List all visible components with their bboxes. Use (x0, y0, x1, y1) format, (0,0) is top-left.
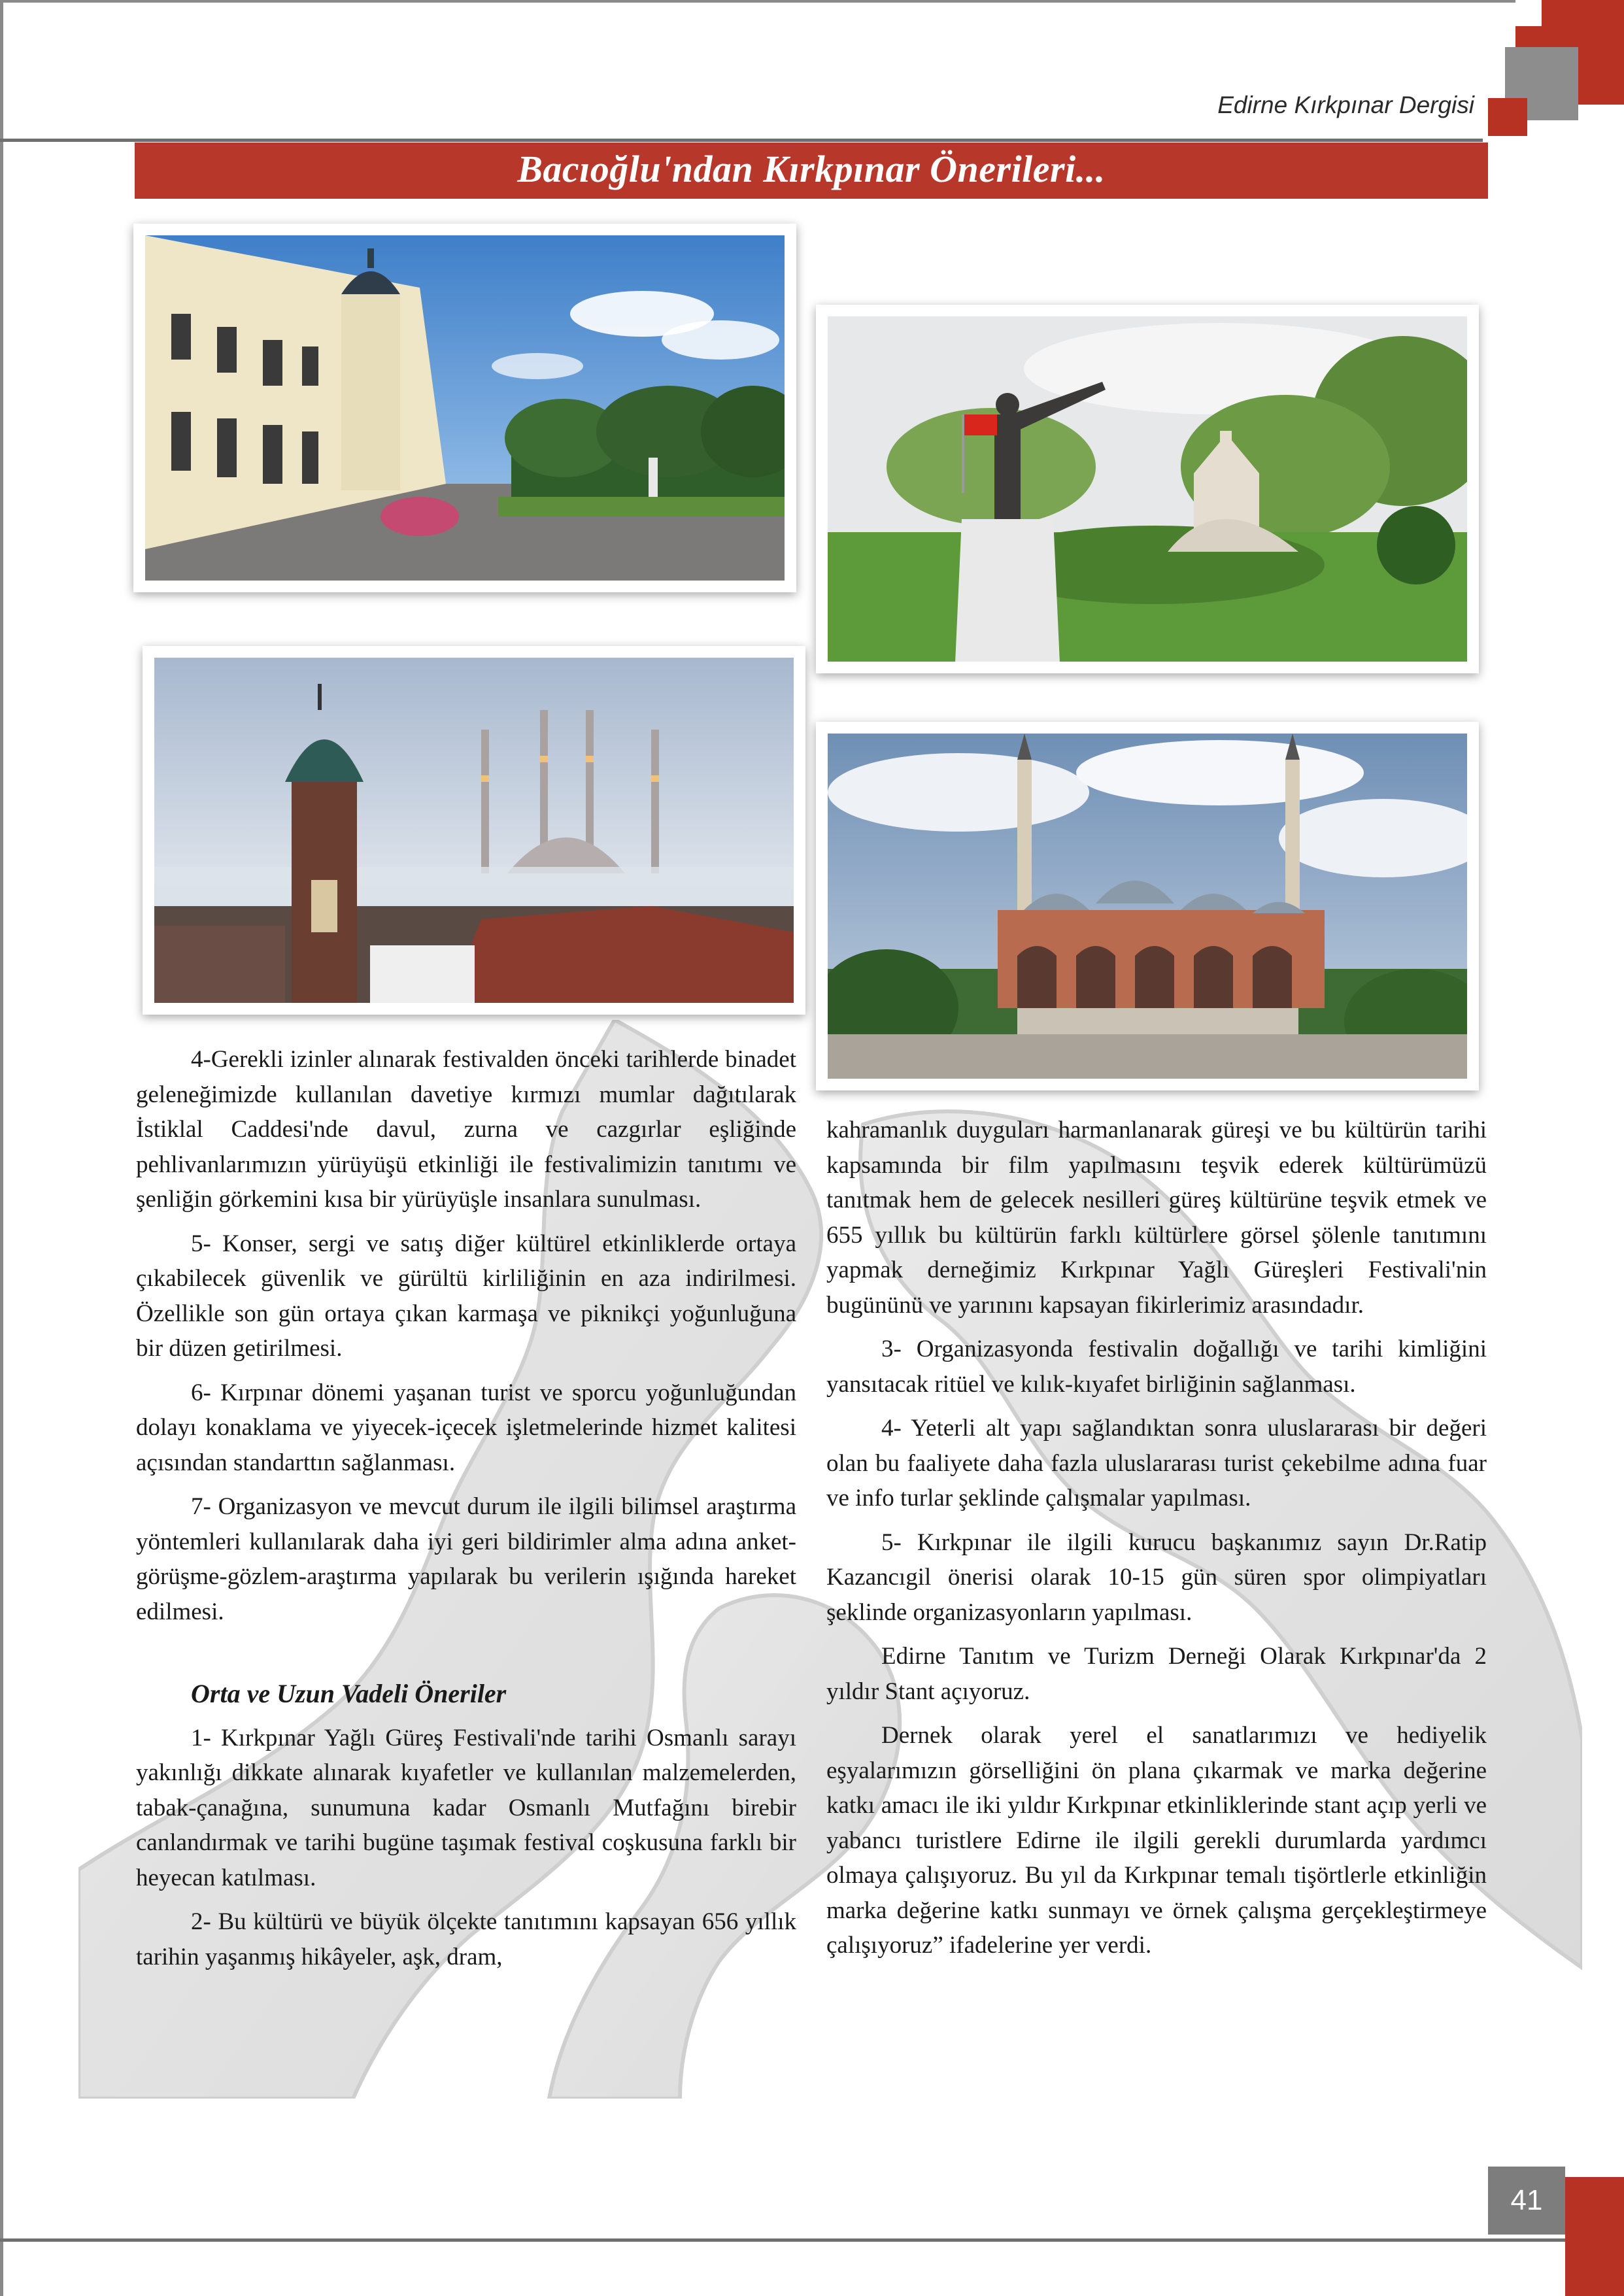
paragraph-security-noise: 5- Konser, sergi ve satış diğer kültürel etkinliklerde ortaya çıkabilecek güvenlik ve gürültü kirliliğinin en aza indirilmesi. Özellikle son gün ortaya çıkan karmaşa ve piknikçi yoğunluğuna bir düzen getirilmesi. (136, 1230, 796, 1362)
ataturk-monument-photo (816, 305, 1479, 673)
magazine-name: Edirne Kırkpınar Dergisi (1217, 92, 1474, 118)
paragraph-service-quality: 6- Kırpınar dönemi yaşanan turist ve sporcu yoğunluğundan dolayı konaklama ve yiyecek-içecek işletmelerinde hizmet kalitesi açısından standarttın sağlanması. (136, 1379, 796, 1476)
paragraph-ottoman-cuisine: 1- Kırkpınar Yağlı Güreş Festivali'nde tarihi Osmanlı sarayı yakınlığı dikkate alınarak kıyafetler ve kullanılan malzemelerden, tabak-çanağına, sunumuna kadar Osmanlı Mutfağını birebir canlandırmak ve tarihi bugüne taşımak festival coşkusuna farklı bir heyecan katılması. (136, 1724, 796, 1891)
paragraph-invitation-walk: 4-Gerekli izinler alınarak festivalden önceki tarihlerde binadet geleneğimizde kullanılan davetiye kırmızı mumlar dağıtılarak İstiklal Caddesi'nde davul, zurna ve cazgırlar eşliğinde pehlivanlarımızın yürüyüşü etkinliği ile festivalimizin tanıtımı ve şenliğin görkemini kısa bir yürüyüşle insanlara sunulması. (136, 1046, 796, 1213)
left-text-column (136, 1042, 796, 1974)
paragraph-film-continued: kahramanlık duyguları harmanlanarak güreşi ve bu kültürün tarihi kapsamında bir film yapılmasını teşvik ederek kültürümüzü tanıtmak hem de gelecek nesilleri güreş kültürüne teşvik etmek ve 655 yıllık bu kültürün farklı kültürlere görsel şölenle tanıtımını yapmak derneğimiz Kırkpınar Yağlı Güreşleri Festivali'nin bugününü ve yarınını kapsayan fikirlerimiz arasındadır. (826, 1117, 1487, 1319)
subheading-long-term: Orta ve Uzun Vadeli Öneriler (191, 1679, 507, 1708)
paragraph-olympics: 5- Kırkpınar ile ilgili kurucu başkanımız sayın Dr.Ratip Kazancıgil önerisi olarak 10-15 gün süren spor olimpiyatları şeklinde organizasyonların yapılması. (826, 1528, 1487, 1626)
article-title: Bacıoğlu'ndan Kırkpınar Önerileri... (517, 148, 1106, 190)
old-mosque-photo (816, 722, 1479, 1090)
paragraph-association: Dernek olarak yerel el sanatlarımızı ve hediyelik eşyalarımızın görselliğini ön plana çıkarmak ve marka değerine katkı amacı ile iki yıldır Kırkpınar etkinliklerinde stant açıp yerli ve yabancı turistlere Edirne ile ilgili gerekli durumlarda yardımcı olmaya çalışıyoruz. Bu yıl da Kırkpınar temalı tişörtlerle etkinliğin marka değerine katkı sunmayı ve örnek çalışma gerçekleştirmeye çalışıyoruz” ifadelerine yer verdi. (826, 1722, 1487, 1959)
paragraph-research: 7- Organizasyon ve mevcut durum ile ilgili bilimsel araştırma yöntemleri kullanılarak daha iyi geri bildirimler alma adına anket-görüşme-gözlem-araştırma yapılarak bu verilerin ışığında hareket edilmesi. (136, 1493, 796, 1625)
page-number: 41 (1510, 2184, 1543, 2216)
corner-decoration-cut (1515, 0, 1542, 26)
corner-decoration-red-small (1488, 98, 1527, 136)
paragraph-international-tourism: 4- Yeterli alt yapı sağlandıktan sonra uluslararası bir değeri olan bu faaliyete daha fazla uluslararası turist çekebilme adına fuar ve info turlar şeklinde çalışmalar yapılması. (826, 1415, 1487, 1511)
paragraph-film-start: 2- Bu kültürü ve büyük ölçekte tanıtımını kapsayan 656 yıllık tarihin yaşanmış hikâyeler, aşk, dram, (136, 1908, 796, 1970)
page-frame-left-line (0, 0, 3, 2296)
footer-decoration-red (1565, 2177, 1624, 2296)
page-frame-top-line (0, 0, 1517, 3)
paragraph-authenticity: 3- Organizasyonda festivalin doğallığı ve tarihi kimliğini yansıtacak ritüel ve kılık-kıyafet birliğinin sağlanması. (826, 1336, 1487, 1398)
footer-rule (0, 2238, 1624, 2242)
palace-building-photo (133, 224, 796, 592)
selimiye-mosque-fog-photo (143, 646, 805, 1015)
paragraph-stand: Edirne Tanıtım ve Turizm Derneği Olarak Kırkpınar'da 2 yıldır Stant açıyoruz. (826, 1643, 1487, 1705)
right-text-column (826, 1113, 1487, 1963)
